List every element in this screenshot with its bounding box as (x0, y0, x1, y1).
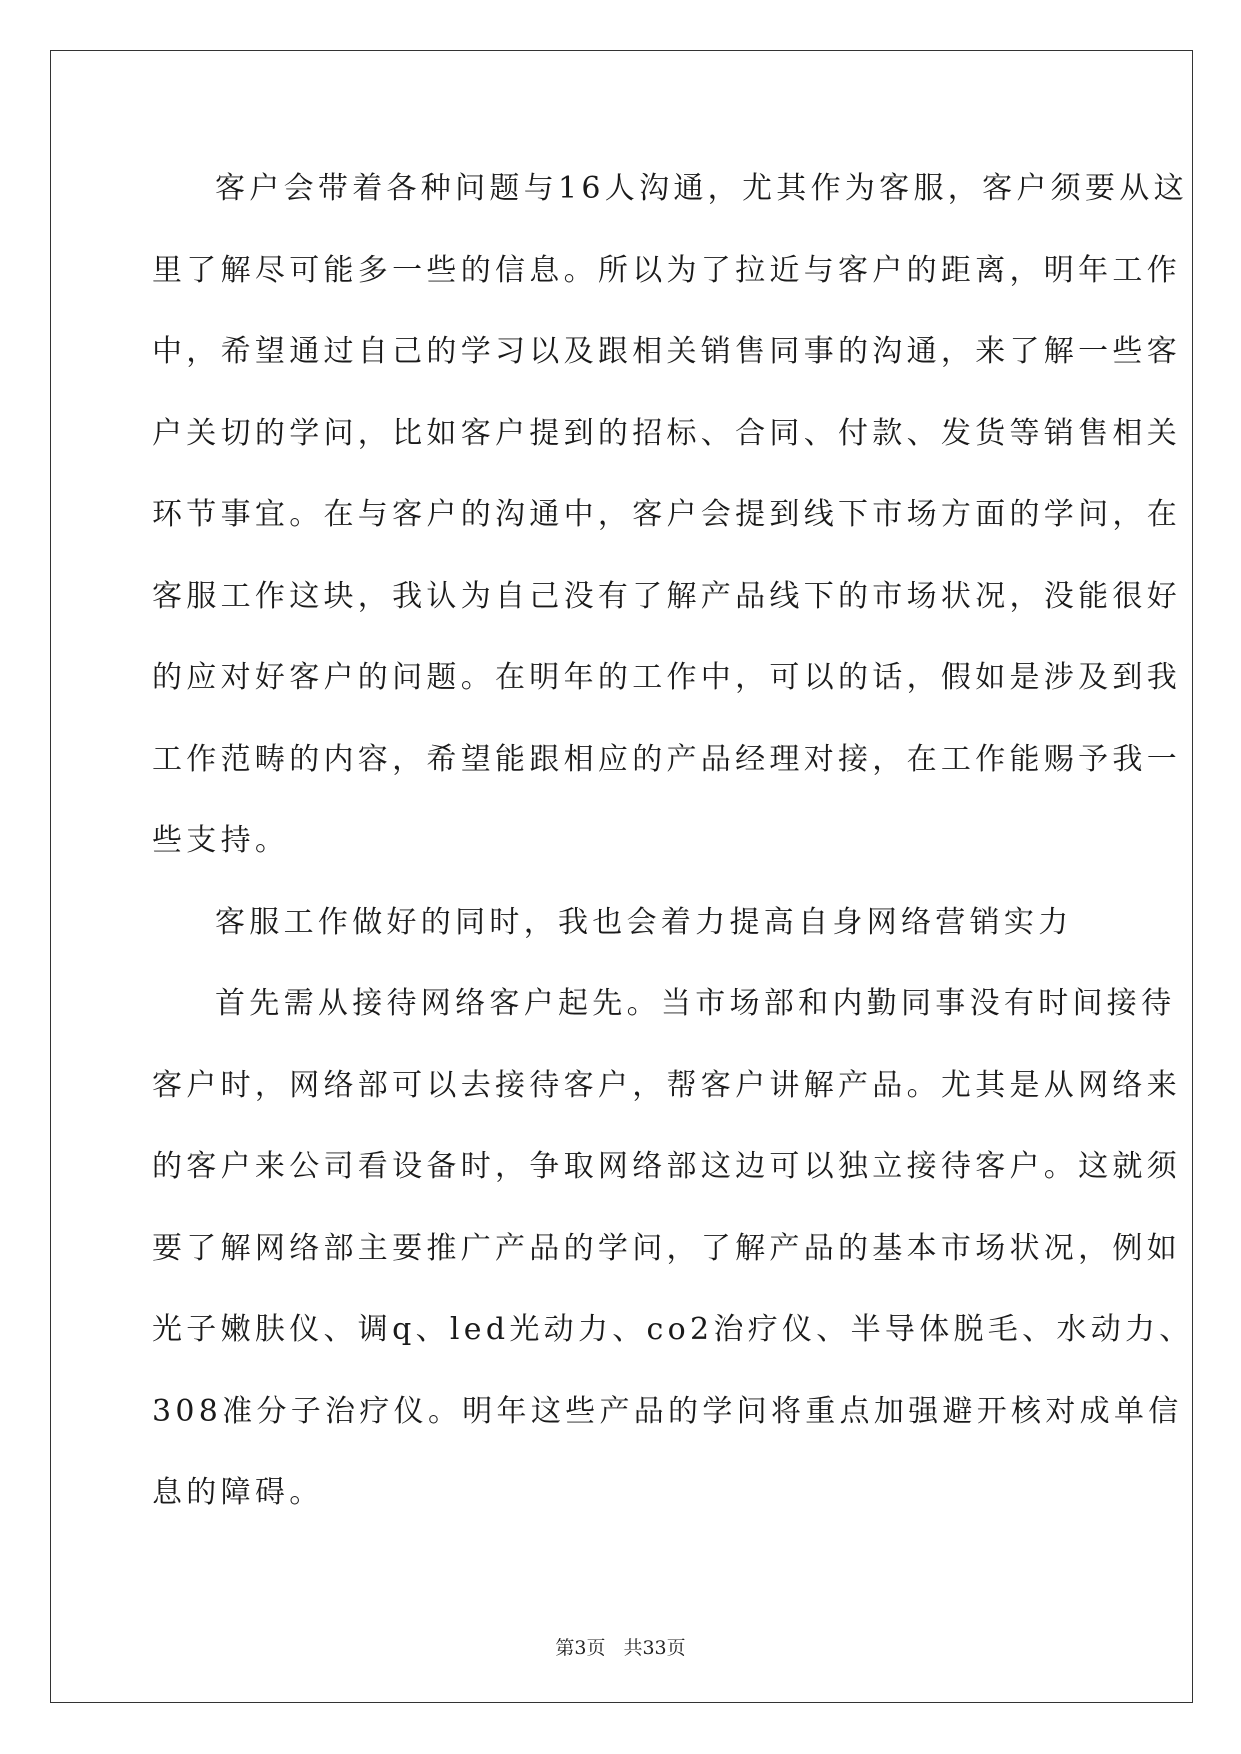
text-line: 首先需从接待网络客户起先。当市场部和内勤同事没有时间接待 (215, 986, 1176, 1021)
text-line: 工作范畴的内容，希望能跟相应的产品经理对接，在工作能赐予我一 (152, 741, 1181, 777)
text-line: 里了解尽可能多一些的信息。所以为了拉近与客户的距离，明年工作 (152, 252, 1181, 288)
text-line: 308准分子治疗仪。明年这些产品的学问将重点加强避开核对成单信 (152, 1393, 1183, 1429)
text-line: 客服工作这块，我认为自己没有了解产品线下的市场状况，没能很好 (152, 578, 1181, 614)
page-footer (0, 1633, 1241, 1660)
text-line: 些支持。 (152, 823, 290, 858)
text-line: 户关切的学问，比如客户提到的招标、合同、付款、发货等销售相关 (152, 415, 1181, 451)
text-line: 环节事宜。在与客户的沟通中，客户会提到线下市场方面的学问，在 (152, 497, 1181, 532)
text-line: 要了解网络部主要推广产品的学问，了解产品的基本市场状况，例如 (152, 1230, 1181, 1266)
text-line: 中，希望通过自己的学习以及跟相关销售同事的沟通，来了解一些客 (152, 334, 1181, 369)
text-line: 光子嫩肤仪、调q、led光动力、co2治疗仪、半导体脱毛、水动力、 (152, 1312, 1194, 1347)
text-line: 客户会带着各种问题与16人沟通，尤其作为客服，客户须要从这 (215, 171, 1188, 206)
text-line: 客服工作做好的同时，我也会着力提高自身网络营销实力 (215, 904, 1073, 940)
text-line: 客户时，网络部可以去接待客户，帮客户讲解产品。尤其是从网络来 (152, 1067, 1181, 1103)
text-line: 的应对好客户的问题。在明年的工作中，可以的话，假如是涉及到我 (152, 660, 1181, 695)
page-total: 共33页 (623, 1637, 686, 1659)
page-number: 第3页 (555, 1637, 606, 1659)
text-line: 的客户来公司看设备时，争取网络部这边可以独立接待客户。这就须 (152, 1149, 1181, 1184)
document-body (152, 160, 1194, 1546)
text-line: 息的障碍。 (152, 1475, 324, 1510)
